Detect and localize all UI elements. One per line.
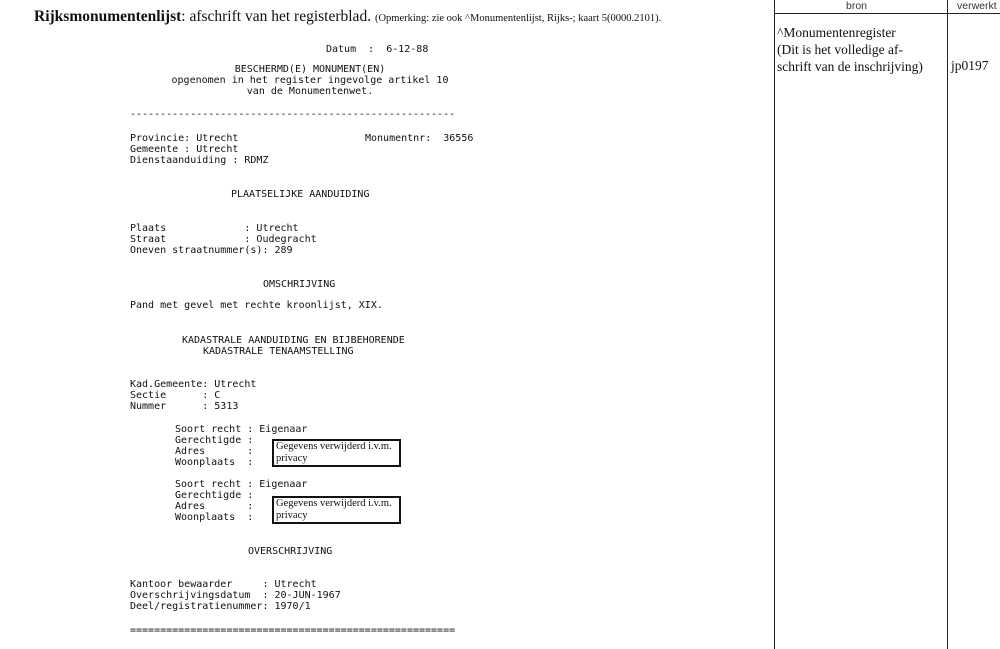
kadastrale-heading: KADASTRALE AANDUIDING EN BIJBEHORENDE: [182, 335, 405, 346]
bron-note-line: schrift van de inschrijving): [777, 59, 923, 74]
adres-label: Adres :: [175, 446, 254, 457]
adres-label: Adres :: [175, 501, 254, 512]
register-heading: opgenomen in het register ingevolge artikel 10: [171, 75, 449, 86]
sectie-field: Sectie : C: [130, 390, 221, 401]
verwerkt-column-header: verwerkt: [957, 0, 997, 12]
equals-separator: ======================================================: [130, 625, 456, 636]
plaatselijke-heading: PLAATSELIJKE AANDUIDING: [231, 189, 370, 200]
privacy-text: privacy: [276, 453, 308, 464]
monumentnr-field: Monumentnr: 36556: [365, 133, 474, 144]
privacy-text: privacy: [276, 510, 308, 521]
datum-line: Datum : 6-12-88: [326, 44, 429, 55]
omschrijving-heading: OMSCHRIJVING: [263, 279, 336, 290]
privacy-redaction-box: [272, 439, 401, 467]
soort-recht-field: Soort recht : Eigenaar: [175, 479, 308, 490]
privacy-text: Gegevens verwijderd i.v.m.: [276, 441, 392, 452]
woonplaats-label: Woonplaats :: [175, 457, 254, 468]
law-heading: van de Monumentenwet.: [246, 86, 374, 97]
gerechtigde-label: Gerechtigde :: [175, 435, 254, 446]
column-divider-bron: [774, 0, 775, 649]
provincie-field: Provincie: Utrecht: [130, 133, 239, 144]
title-rest: : afschrift van het registerblad.: [181, 8, 372, 25]
registratienummer-field: Deel/registratienummer: 1970/1: [130, 601, 311, 612]
gerechtigde-label: Gerechtigde :: [175, 490, 254, 501]
dienstaanduiding-field: Dienstaanduiding : RDMZ: [130, 155, 269, 166]
woonplaats-label: Woonplaats :: [175, 512, 254, 523]
bron-note-line: ^Monumentenregister: [777, 25, 896, 40]
verwerkt-value: jp0197: [951, 58, 989, 73]
bron-column-header: bron: [846, 0, 868, 12]
straat-field: Straat : Oudegracht: [130, 234, 317, 245]
dash-separator: ------------------------------------------------------: [130, 109, 456, 120]
nummer-field: Nummer : 5313: [130, 401, 239, 412]
column-header-rule: [774, 13, 1000, 14]
overschrijving-heading: OVERSCHRIJVING: [248, 546, 333, 557]
plaats-field: Plaats : Utrecht: [130, 223, 299, 234]
overschrijvingsdatum-field: Overschrijvingsdatum : 20-JUN-1967: [130, 590, 341, 601]
privacy-text: Gegevens verwijderd i.v.m.: [276, 498, 392, 509]
bron-note: [777, 24, 947, 75]
straatnummer-field: Oneven straatnummer(s): 289: [130, 245, 293, 256]
kantoor-field: Kantoor bewaarder : Utrecht: [130, 579, 317, 590]
column-divider-verwerkt: [947, 0, 948, 649]
soort-recht-field: Soort recht : Eigenaar: [175, 424, 308, 435]
tenaamstelling-heading: KADASTRALE TENAAMSTELLING: [203, 346, 354, 357]
title-bold: Rijksmonumentenlijst: [34, 8, 182, 25]
title-note: (Opmerking: zie ook ^Monumentenlijst, Rijks-; kaart 5(0000.2101).: [374, 13, 662, 24]
monument-heading: BESCHERMD(E) MONUMENT(EN): [234, 64, 386, 75]
omschrijving-text: Pand met gevel met rechte kroonlijst, XIX.: [130, 300, 383, 311]
bron-note-line: (Dit is het volledige af-: [777, 42, 903, 57]
kad-gemeente-field: Kad.Gemeente: Utrecht: [130, 379, 257, 390]
gemeente-field: Gemeente : Utrecht: [130, 144, 239, 155]
privacy-redaction-box: [272, 496, 401, 524]
page-title: [34, 8, 661, 26]
